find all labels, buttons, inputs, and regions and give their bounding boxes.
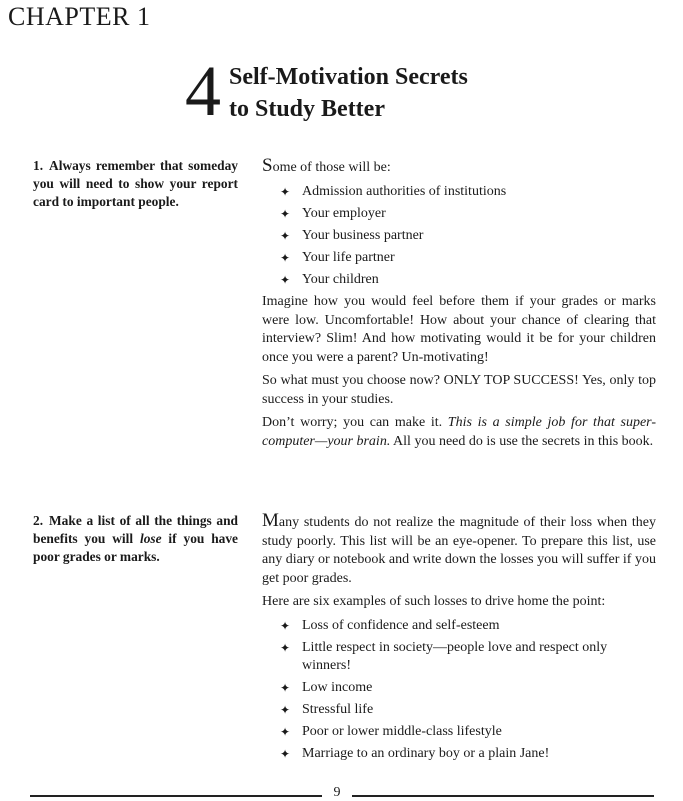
section-1-heading [33,157,238,211]
section-2-intro [262,512,656,588]
star-bullet-icon: ✦ [280,184,291,199]
section-1-dropcap: S [262,155,273,176]
list-item [262,639,656,676]
chapter-title-line1: Self-Motivation Secrets [229,64,468,90]
star-bullet-icon: ✦ [280,272,291,287]
star-bullet-icon: ✦ [280,206,291,221]
paragraph-text: Don’t worry; you can make it. [262,415,448,430]
star-bullet-icon: ✦ [280,725,291,739]
list-item-text: Marriage to an ordinary boy or a plain Jane! [302,746,550,761]
star-bullet-icon: ✦ [280,640,291,655]
star-bullet-icon: ✦ [280,618,291,633]
section-2-bullet-list [262,617,656,764]
section-2-heading-text: Make a list of all the things and benefits you will [33,513,238,546]
list-item [262,723,656,742]
list-item [262,745,656,764]
section-2-heading-text-end: if you have poor grades or marks. [33,531,239,564]
list-item [262,227,656,246]
section-2-body [262,512,656,768]
section-1-number: 1. [33,158,44,173]
list-item-text: Your children [302,271,379,287]
section-2-dropcap: M [262,510,279,531]
section-1-paragraph-3 [262,414,656,451]
section-1-paragraph-1: Imagine how you would feel before them if your grades or marks were low. Uncomfortable! How about your chance of clearing that interview? Slim! And how motivating would it be for your children once you were a parent? Un-motivating! [262,294,656,365]
footer-rule-right [352,795,654,797]
list-item-text: Little respect in society—people love and respect only winners! [302,639,608,673]
chapter-title-number: 4 [185,51,221,131]
list-item [262,701,656,720]
star-bullet-icon: ✦ [280,228,291,243]
chapter-title-text [229,61,468,125]
section-2-heading-italic: lose [139,531,162,546]
section-1-paragraph-2: So what must you choose now? ONLY TOP SUCCESS! Yes, only top success in your studies. [262,373,656,407]
list-item-text: Your life partner [302,249,395,265]
list-item [262,183,656,202]
list-item-text: Stressful life [302,702,374,717]
list-item-text: Your business partner [302,227,424,243]
chapter-title-line2: to Study Better [229,96,385,122]
list-item-text: Your employer [302,205,386,221]
list-item-text: Poor or lower middle-class lifestyle [302,724,502,739]
page-number: 9 [333,785,341,800]
list-item [262,271,656,290]
list-item [262,679,656,698]
list-item [262,249,656,268]
star-bullet-icon: ✦ [280,747,291,761]
star-bullet-icon: ✦ [280,250,291,265]
star-bullet-icon: ✦ [280,703,291,717]
list-item [262,617,656,636]
section-1-body [262,157,656,456]
paragraph-italic-text: This is a simple job for that super-computer—your brain. [262,415,657,449]
footer-rule-left [30,795,322,797]
section-2-number: 2. [33,513,44,528]
section-2-heading [33,512,238,566]
list-item-text: Low income [302,680,373,695]
paragraph-text: All you need do is use the secrets in this book. [390,433,654,449]
section-1-bullet-list [262,183,656,290]
section-2-paragraph-1: Here are six examples of such losses to drive home the point: [262,594,606,609]
section-2-intro-text: any students do not realize the magnitude of their loss when they study poorly. This list will be an eye-opener. To prepare this list, use any diary or notebook and write down the losses you will suffer if you get poor grades. [262,515,656,586]
list-item [262,205,656,224]
list-item-text: Admission authorities of institutions [302,183,507,199]
star-bullet-icon: ✦ [280,681,291,695]
section-1-intro [262,157,656,178]
chapter-heading: CHAPTER 1 [8,2,151,31]
section-1-intro-text: ome of those will be: [272,160,391,175]
list-item-text: Loss of confidence and self-esteem [302,617,500,633]
section-1-heading-text: Always remember that someday you will need to show your report card to important people. [33,158,238,209]
